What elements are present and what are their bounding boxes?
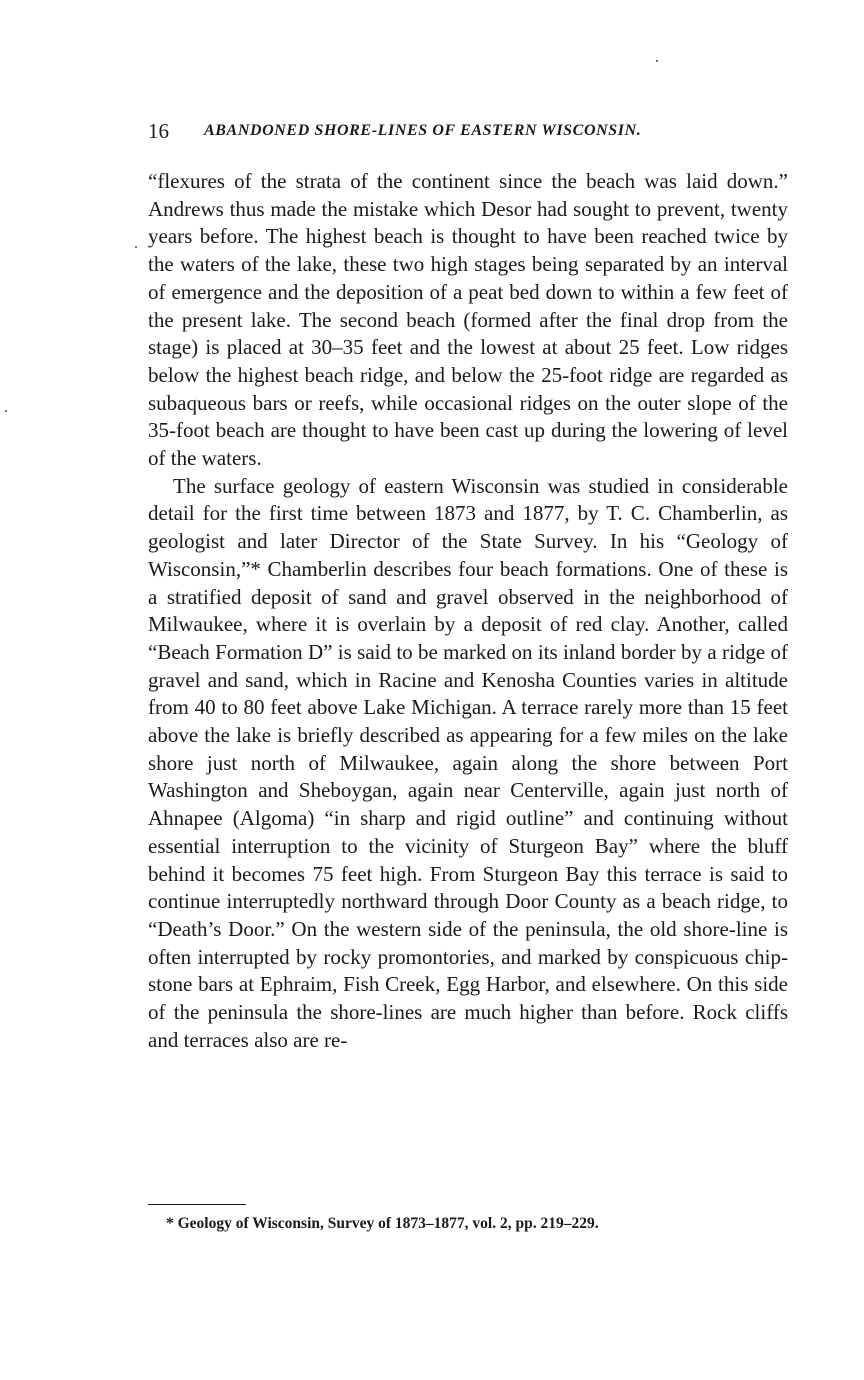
- page-header: [148, 117, 788, 145]
- footnote: * Geology of Wisconsin, Survey of 1873–1877, vol. 2, pp. 219–229.: [166, 1215, 599, 1232]
- page-number: 16: [148, 119, 169, 143]
- paragraph-2: The surface geology of eastern Wisconsin was studied in considerable detail for the first time between 1873 and 1877, by T. C. Chamberlin, as geologist and later Director of the State Survey. In his “Geology of Wisconsin,”* Chamberlin describes four beach formations. One of these is a stratified deposit of sand and gravel observed in the neighborhood of Milwaukee, where it is overlain by a deposit of red clay. Another, called “Beach Formation D” is said to be marked on its inland border by a ridge of gravel and sand, which in Racine and Kenosha Counties varies in altitude from 40 to 80 feet above Lake Michigan. A terrace rarely more than 15 feet above the lake is briefly described as appearing for a few miles on the lake shore just north of Milwaukee, again along the shore between Port Washington and Sheboygan, again near Centerville, again just north of Ahnapee (Algoma) “in sharp and rigid outline” and continuing without essential interruption to the vicinity of Sturgeon Bay” where the bluff behind it becomes 75 feet high. From Sturgeon Bay this terrace is said to continue interruptedly northward through Door County as a beach ridge, to “Death’s Door.” On the western side of the peninsula, the old shore-line is often interrupted by rocky promontories, and marked by conspicuous chip-stone bars at Ephraim, Fish Creek, Egg Harbor, and elsewhere. On this side of the peninsula the shore-lines are much higher than before. Rock cliffs and terraces also are re-: [148, 473, 788, 1052]
- paragraph-1: “flexures of the strata of the continent since the beach was laid down.” Andrews thus made the mistake which Desor had sought to prevent, twenty years before. The highest beach is thought to have been reached twice by the waters of the lake, these two high stages being separated by an interval of emergence and the deposition of a peat bed down to within a few feet of the present lake. The second beach (formed after the final drop from the stage) is placed at 30–35 feet and the lowest at about 25 feet. Low ridges below the highest beach ridge, and below the 25-foot ridge are regarded as subaqueous bars or reefs, while occasional ridges on the outer slope of the 35-foot beach are thought to have been cast up during the lowering of level of the waters.: [148, 169, 788, 471]
- print-speck: [656, 60, 658, 62]
- print-speck: [135, 246, 137, 248]
- running-title: ABANDONED SHORE-LINES OF EASTERN WISCONSIN.: [204, 122, 642, 139]
- body-text: [148, 168, 788, 1055]
- footnote-rule: [148, 1204, 246, 1205]
- print-speck: [5, 410, 7, 412]
